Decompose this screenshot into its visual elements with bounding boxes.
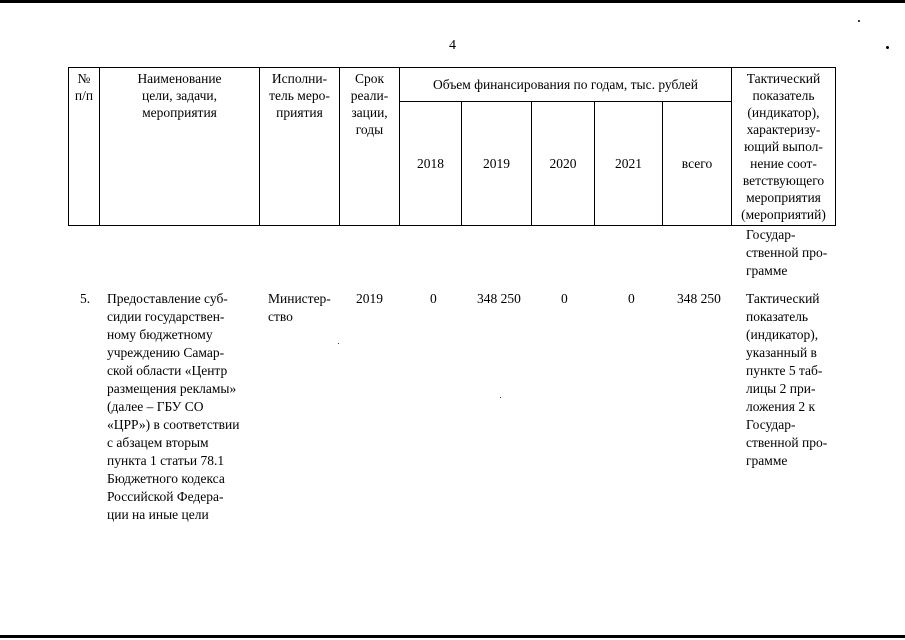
header-term: Срок реали- зации, годы <box>340 68 400 226</box>
row-number: 5. <box>80 291 91 306</box>
header-year: 2018 <box>400 102 462 226</box>
header-name: Наименование цели, задачи, мероприятия <box>100 68 260 226</box>
header-year-total: всего <box>663 102 732 226</box>
header-executor: Исполни- тель меро- приятия <box>260 68 340 226</box>
row-name: Предоставление суб- сидии государствен- ному бюджетному учреждению Самар- ской области «Центр размещения рекламы» (далее – ГБУ СО «ЦРР») в соответствии с абзацем вторым пункта 1 статьи 78.1 Бюджетного кодекса Российской Федера- ции на иные цели <box>107 291 240 522</box>
scan-speck <box>338 343 339 344</box>
row-executor: Министер- ство <box>268 291 331 324</box>
scan-speck <box>500 397 501 398</box>
header-year: 2020 <box>532 102 595 226</box>
header-num: № п/п <box>69 68 100 226</box>
header-funding: Объем финансирования по годам, тыс. рублей <box>400 68 732 102</box>
header-year: 2021 <box>595 102 663 226</box>
header-indicator: Тактический показатель (индикатор), характеризу- ющий выпол- нение соот- ветствующего мероприятия (мероприятий) <box>732 68 836 226</box>
scan-edge-bottom <box>0 635 905 638</box>
row-total-value: 348 250 <box>677 291 721 306</box>
row-term: 2019 <box>356 291 383 306</box>
row-2020-value: 0 <box>561 291 568 306</box>
row-2021-value: 0 <box>628 291 635 306</box>
header-year: 2019 <box>462 102 532 226</box>
scan-speck <box>858 20 860 22</box>
continuation-indicator-text: Государ- ственной про- грамме <box>746 227 828 278</box>
row-indicator: Тактический показатель (индикатор), указанный в пункте 5 таб- лицы 2 при- ложения 2 к Государ- ственной про- грамме <box>746 291 828 468</box>
row-2018-value: 0 <box>430 291 437 306</box>
page-number: 4 <box>449 38 456 53</box>
table-header <box>68 67 836 226</box>
scan-edge-top <box>0 0 905 3</box>
row-2019-value: 348 250 <box>477 291 521 306</box>
